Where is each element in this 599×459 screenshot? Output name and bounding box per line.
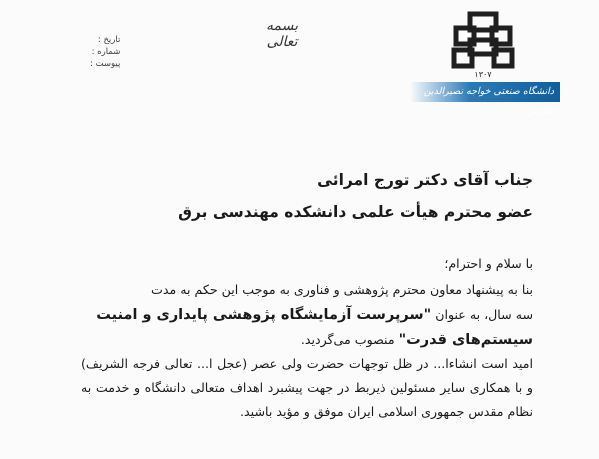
paragraph-1 <box>81 278 533 352</box>
appointment-title-part-1: "سرپرست آزمایشگاه پژوهشی پایداری و امنیت <box>96 307 432 323</box>
paragraph-1-ending: منصوب می‌گردید. <box>300 332 399 347</box>
letter-meta <box>90 34 120 70</box>
recipient-name: جناب آقای دکتر تورج امرائی <box>317 171 533 189</box>
calligraphy-heading: بسمه تعالی <box>266 18 298 50</box>
number-label: شماره : <box>91 47 121 57</box>
logo-year: ۱۳۰۷ <box>474 70 492 79</box>
letter-body <box>81 252 533 424</box>
paragraph-2: امید است انشاءا... در ظل توجهات حضرت ولی عصر (عجل ا... تعالی فرجه الشریف) و با همکاری سایر مسئولین ذیربط در جهت پیشبرد اهداف متعالی دانشگاه و خدمت به نظام مقدس جمهوری اسلامی ایران موفق و مؤید باشید. <box>81 356 533 419</box>
university-logo-icon <box>448 10 518 72</box>
university-banner: دانشگاه صنعتی خواجه نصیرالدین طوسی <box>410 82 560 102</box>
paragraph-1-line-1: بنا به پیشنهاد معاون محترم پژوهشی و فناوری به موجب این حکم به مدت <box>151 282 533 297</box>
recipient-block <box>178 164 533 228</box>
recipient-position: عضو محترم هیأت علمی دانشکده مهندسی برق <box>178 203 533 221</box>
paragraph-1-line-2: سه سال، به عنوان <box>431 307 533 322</box>
greeting: با سلام و احترام؛ <box>444 256 533 271</box>
appointment-title-part-2: سیستم‌های قدرت" <box>398 332 533 348</box>
attachment-label: پیوست : <box>90 59 121 69</box>
date-label: تاریخ : <box>97 35 121 45</box>
